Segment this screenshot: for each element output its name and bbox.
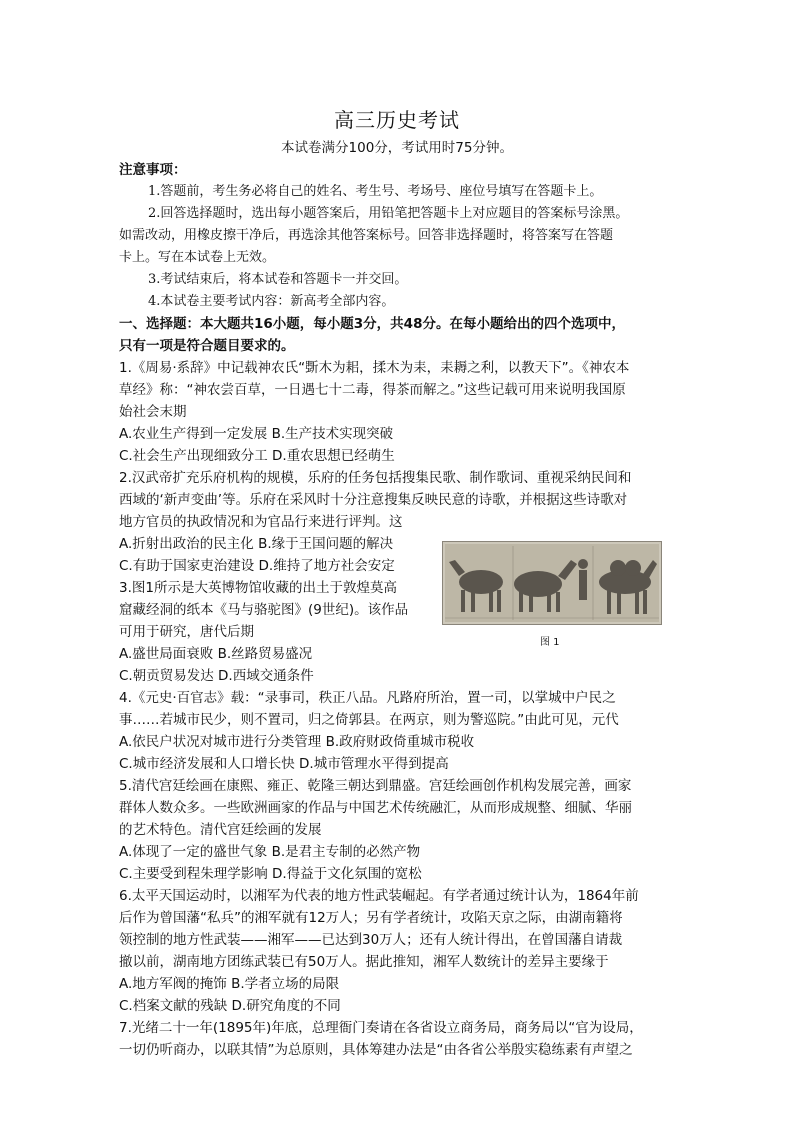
option-line: C.朝贡贸易发达 D.西域交通条件 xyxy=(119,668,314,684)
notice-heading: 注意事项： xyxy=(119,162,187,178)
question-line: 6.太平天国运动时，以湘军为代表的地方性武装崛起。有学者通过统计认为，1864年前 xyxy=(119,888,639,904)
question-line: 撤以前，湖南地方团练武装已有50万人。据此推知，湘军人数统计的差异主要缘于 xyxy=(119,954,609,970)
question-line: 1.《周易·系辞》中记载神农氏“斲木为耜，揉木为耒，耒耨之利，以教天下”。《神农本 xyxy=(119,360,630,376)
option-line: A.依民户状况对城市进行分类管理 B.政府财政倚重城市税收 xyxy=(119,734,475,750)
option-line: C.主要受到程朱理学影响 D.得益于文化氛围的宽松 xyxy=(119,866,422,882)
question-line: 一切仍听商办，以联其情”为总原则，具体筹建办法是“由各省公举殷实稳练素有声望之 xyxy=(119,1042,633,1058)
question-line: 的艺术特色。清代宫廷绘画的发展 xyxy=(119,822,322,838)
option-line: A.盛世局面衰败 B.丝路贸易盛况 xyxy=(119,646,313,662)
option-line: A.折射出政治的民主化 B.缘于王国问题的解决 xyxy=(119,536,394,552)
question-line: 西域的‘新声变曲’等。乐府在采风时十分注意搜集反映民意的诗歌，并根据这些诗歌对 xyxy=(119,492,628,508)
notice-line: 卡上。写在本试卷上无效。 xyxy=(119,250,276,265)
option-line: A.农业生产得到一定发展 B.生产技术实现突破 xyxy=(119,426,394,442)
notice-line: 2.回答选择题时，选出每小题答案后，用铅笔把答题卡上对应题目的答案标号涂黑。 xyxy=(148,206,629,221)
option-line: C.社会生产出现细致分工 D.重农思想已经萌生 xyxy=(119,448,395,464)
question-line: 7.光绪二十一年(1895年)年底，总理衙门奏请在各省设立商务局，商务局以“官为设局， xyxy=(119,1020,643,1036)
figure-caption: 图 1 xyxy=(540,637,560,648)
notice-line: 1.答题前，考生务必将自己的姓名、考生号、考场号、座位号填写在答题卡上。 xyxy=(148,184,603,199)
option-line: C.有助于国家吏治建设 D.维持了地方社会安定 xyxy=(119,558,395,574)
notice-line: 4.本试卷主要考试内容：新高考全部内容。 xyxy=(148,294,395,309)
notice-line: 如需改动，用橡皮擦干净后，再选涂其他答案标号。回答非选择题时，将答案写在答题 xyxy=(119,228,614,243)
question-line: 可用于研究，唐代后期 xyxy=(119,624,254,640)
question-line: 草经》称：“神农尝百草，一日遇七十二毒，得茶而解之。”这些记载可用来说明我国原 xyxy=(119,382,626,398)
question-line: 4.《元史·百官志》载：“录事司，秩正八品。凡路府所治，置一司，以掌城中户民之 xyxy=(119,690,616,706)
horse-camel-painting-image xyxy=(442,541,662,625)
question-line: 领控制的地方性武装——湘军——已达到30万人；还有人统计得出，在曾国藩自请裁 xyxy=(119,932,623,948)
exam-title: 高三历史考试 xyxy=(334,108,460,132)
question-line: 3.图1所示是大英博物馆收藏的出土于敦煌莫高 xyxy=(119,580,397,596)
question-line: 事……若城市民少，则不置司，归之倚郭县。在两京，则为警巡院。”由此可见，元代 xyxy=(119,712,619,728)
question-line: 2.汉武帝扩充乐府机构的规模，乐府的任务包括搜集民歌、制作歌词、重视采纳民间和 xyxy=(119,470,632,486)
option-line: A.地方军阀的掩饰 B.学者立场的局限 xyxy=(119,976,340,992)
question-line: 始社会末期 xyxy=(119,404,187,420)
question-line: 地方官员的执政情况和为官品行来进行评判。这 xyxy=(119,514,403,530)
question-line: 窟藏经洞的纸本《马与骆驼图》(9世纪)。该作品 xyxy=(119,602,409,618)
section-heading: 一、选择题：本大题共16小题，每小题3分，共48分。在每小题给出的四个选项中， xyxy=(119,316,625,332)
option-line: C.档案文献的残缺 D.研究角度的不同 xyxy=(119,998,341,1014)
question-line: 群体人数众多。一些欧洲画家的作品与中国艺术传统融汇，从而形成规整、细腻、华丽 xyxy=(119,800,632,816)
section-heading: 只有一项是符合题目要求的。 xyxy=(119,338,295,354)
option-line: A.体现了一定的盛世气象 B.是君主专制的必然产物 xyxy=(119,844,421,860)
question-line: 5.清代宫廷绘画在康熙、雍正、乾隆三朝达到鼎盛。宫廷绘画创作机构发展完善，画家 xyxy=(119,778,632,794)
exam-subtitle: 本试卷满分100分，考试用时75分钟。 xyxy=(281,140,513,156)
notice-line: 3.考试结束后，将本试卷和答题卡一并交回。 xyxy=(148,272,408,287)
question-line: 后作为曾国藩“私兵”的湘军就有12万人；另有学者统计，攻陷天京之际，由湖南籍将 xyxy=(119,910,623,926)
option-line: C.城市经济发展和人口增长快 D.城市管理水平得到提高 xyxy=(119,756,449,772)
